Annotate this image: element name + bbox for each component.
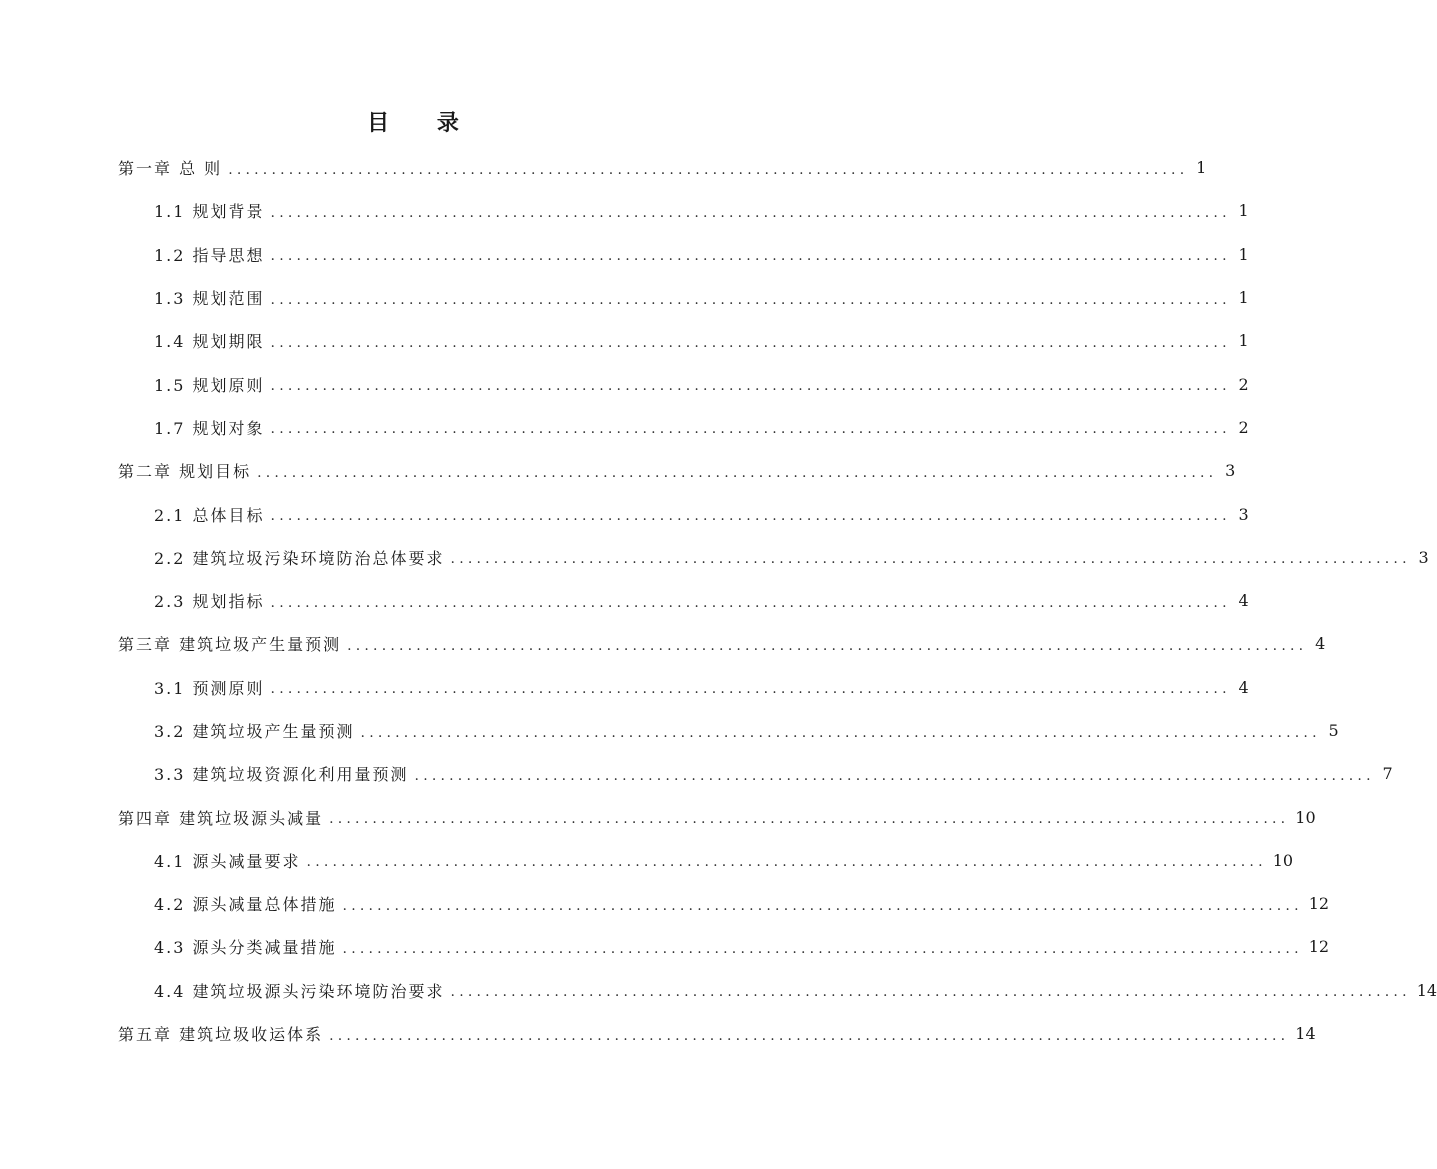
toc-entry[interactable] (118, 752, 1393, 795)
toc-page-number: 2 (1238, 374, 1249, 394)
toc-page-number: 1 (1238, 201, 1249, 221)
toc-page-number: 7 (1382, 764, 1393, 784)
toc-dot-leader: ............................................................................................................... (270, 378, 1231, 395)
toc-entry[interactable] (118, 969, 1437, 1012)
toc-page-number: 10 (1295, 807, 1316, 827)
toc-entry[interactable] (118, 839, 1294, 882)
toc-entry-label: 4.4 建筑垃圾源头污染环境防治要求 (154, 981, 445, 1001)
toc-page-number: 3 (1225, 461, 1236, 481)
toc-page-number: 1 (1238, 331, 1249, 351)
toc-entry-label: 2.3 规划指标 (154, 592, 265, 612)
toc-entry[interactable] (118, 1012, 1316, 1055)
toc-entry[interactable] (118, 319, 1249, 362)
toc-entry-label: 1.5 规划原则 (154, 375, 265, 395)
toc-dot-leader: ............................................................................................................... (414, 767, 1375, 784)
toc-entry[interactable] (118, 882, 1330, 925)
toc-entry-label: 1.1 规划背景 (154, 202, 265, 222)
toc-entry-label: 第四章 建筑垃圾源头减量 (118, 808, 324, 828)
toc-dot-leader: ............................................................................................................... (360, 724, 1321, 741)
toc-page-number: 12 (1308, 894, 1330, 914)
toc-entry-label: 3.1 预测原则 (154, 678, 265, 698)
toc-page-number: 12 (1308, 937, 1330, 957)
toc-dot-leader: ............................................................................................................... (270, 594, 1231, 611)
toc-page-number: 4 (1315, 634, 1326, 654)
toc-entry[interactable] (118, 925, 1330, 968)
toc-entry-label: 1.7 规划对象 (154, 418, 265, 438)
page-title: 目 录 (367, 110, 479, 136)
toc-dot-leader: ............................................................................................................... (257, 464, 1218, 481)
toc-entry[interactable] (118, 233, 1249, 276)
toc-entry[interactable] (118, 189, 1249, 232)
toc-page-number: 14 (1295, 1024, 1316, 1044)
toc-entry[interactable] (118, 362, 1249, 405)
toc-page-number: 14 (1416, 980, 1437, 1000)
toc-dot-leader: ............................................................................................................... (270, 421, 1231, 438)
toc-entry[interactable] (118, 276, 1249, 319)
toc-entry-label: 3.3 建筑垃圾资源化利用量预测 (154, 765, 409, 785)
toc-entry-label: 2.1 总体目标 (154, 505, 265, 525)
table-of-contents (118, 146, 1437, 1055)
toc-page-number: 3 (1238, 504, 1249, 524)
toc-entry[interactable] (118, 536, 1429, 579)
toc-page-number: 5 (1328, 721, 1339, 740)
toc-entry-label: 4.2 源头减量总体措施 (154, 895, 337, 915)
toc-entry-label: 1.3 规划范围 (154, 289, 265, 309)
toc-entry[interactable] (118, 709, 1339, 752)
toc-entry[interactable] (118, 795, 1316, 838)
toc-dot-leader: ............................................................................................................... (347, 637, 1308, 654)
toc-dot-leader: ............................................................................................................... (270, 204, 1231, 221)
toc-page-number: 4 (1238, 591, 1249, 611)
toc-entry-label: 3.2 建筑垃圾产生量预测 (154, 722, 355, 741)
toc-dot-leader: ............................................................................................................... (270, 508, 1231, 525)
toc-entry-label: 第一章 总 则 (118, 159, 223, 179)
toc-entry-label: 2.2 建筑垃圾污染环境防治总体要求 (154, 548, 445, 568)
toc-page-number: 10 (1272, 850, 1294, 870)
toc-entry-label: 1.4 规划期限 (154, 332, 265, 352)
toc-entry[interactable] (118, 146, 1207, 189)
toc-entry[interactable] (118, 579, 1249, 622)
toc-dot-leader: ............................................................................................................... (329, 1027, 1290, 1044)
toc-entry[interactable] (118, 449, 1236, 492)
toc-entry-label: 第二章 规划目标 (118, 462, 252, 482)
toc-dot-leader: ............................................................................................................... (450, 984, 1411, 1001)
toc-entry[interactable] (118, 406, 1249, 449)
toc-page-number: 1 (1196, 158, 1207, 178)
toc-page-number: 4 (1238, 677, 1249, 697)
toc-dot-leader: ............................................................................................................... (329, 811, 1290, 828)
toc-entry-label: 第三章 建筑垃圾产生量预测 (118, 635, 342, 655)
toc-dot-leader: ............................................................................................................... (270, 248, 1231, 265)
toc-entry-label: 4.3 源头分类减量措施 (154, 938, 337, 958)
toc-dot-leader: ............................................................................................................... (306, 854, 1267, 871)
toc-dot-leader: ............................................................................................................... (270, 681, 1231, 698)
toc-dot-leader: ............................................................................................................... (270, 291, 1231, 308)
toc-entry[interactable] (118, 492, 1249, 535)
toc-entry[interactable] (118, 622, 1326, 665)
toc-page-number: 1 (1238, 288, 1249, 308)
toc-dot-leader: ............................................................................................................... (228, 161, 1189, 178)
toc-dot-leader: ............................................................................................................... (342, 940, 1303, 957)
toc-dot-leader: ............................................................................................................... (450, 551, 1411, 568)
toc-entry-label: 1.2 指导思想 (154, 245, 265, 265)
toc-page-number: 1 (1238, 244, 1249, 264)
toc-entry-label: 第五章 建筑垃圾收运体系 (118, 1025, 324, 1045)
toc-entry[interactable] (118, 666, 1249, 709)
toc-dot-leader: ............................................................................................................... (342, 897, 1303, 914)
toc-entry-label: 4.1 源头减量要求 (154, 851, 301, 871)
toc-page-number: 3 (1418, 547, 1429, 567)
toc-dot-leader: ............................................................................................................... (270, 334, 1231, 351)
toc-page-number: 2 (1238, 417, 1249, 437)
